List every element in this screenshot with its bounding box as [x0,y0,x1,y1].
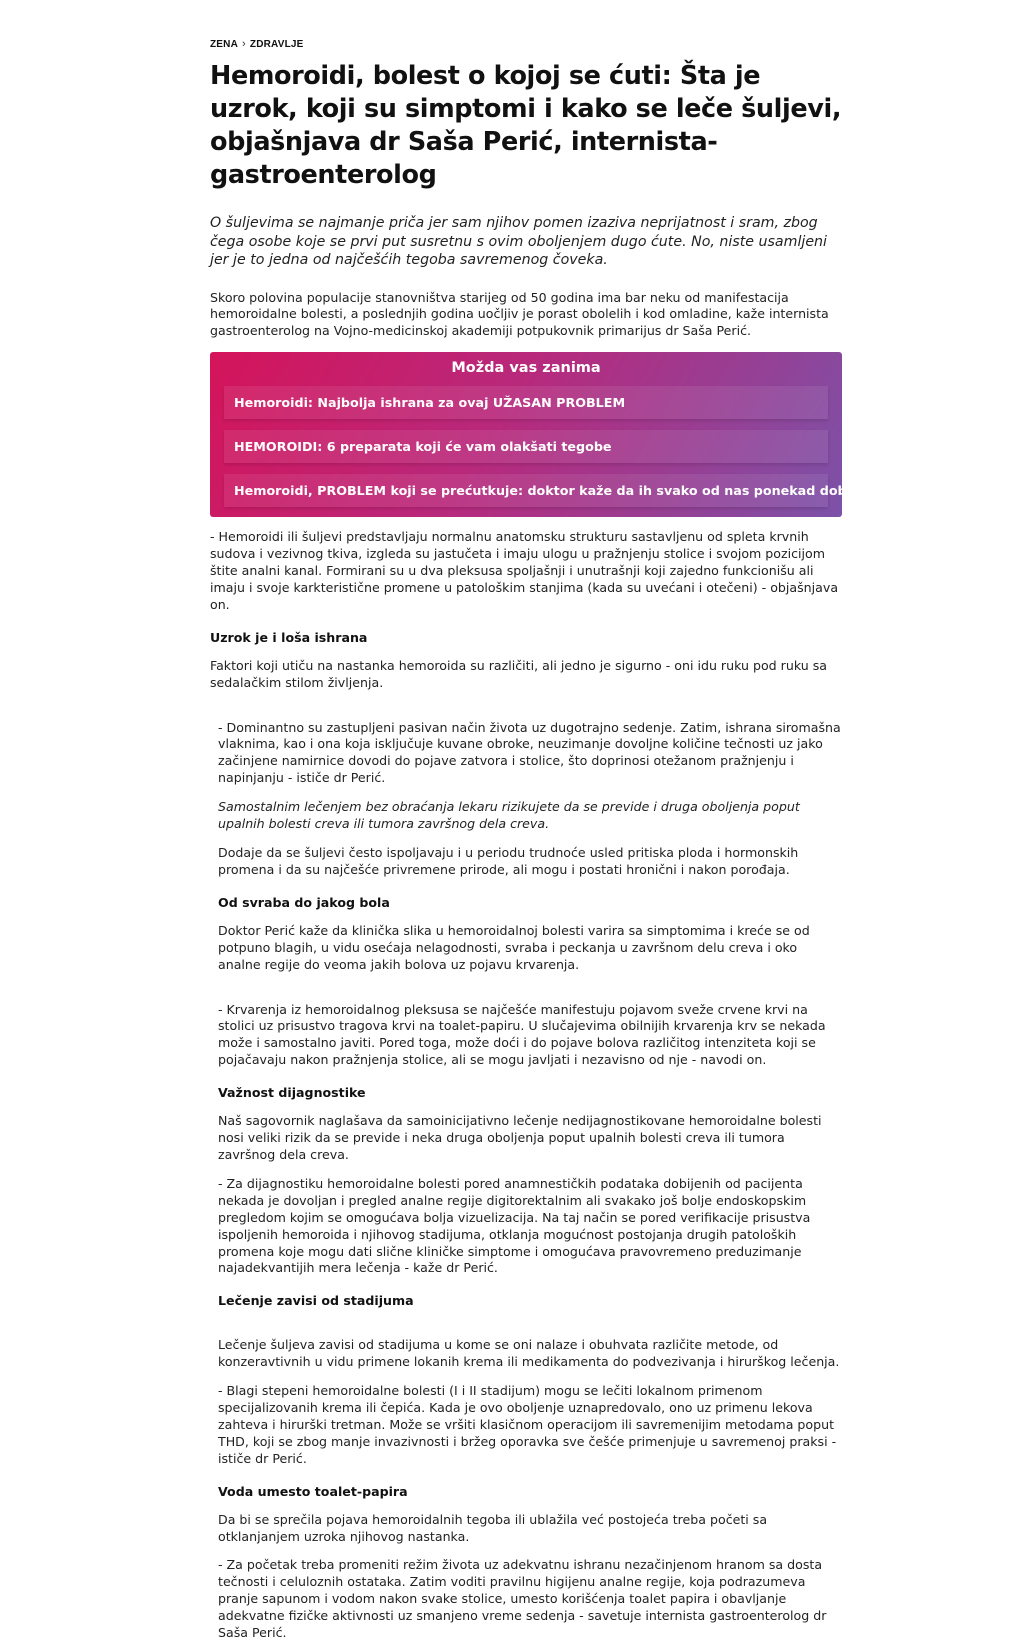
article [210,38,864,1642]
subheading-pain: Od svraba do jakog bola [218,894,390,910]
subheading-cause: Uzrok je i loša ishrana [210,629,368,645]
paragraph-factors: Faktori koji utiču na nastanka hemoroida su različiti, ali jedno je sigurno - oni idu ruku pod ruku sa sedalačkim stilom življenja. [210,657,827,690]
paragraph-definition: - Hemoroidi ili šuljevi predstavljaju normalnu anatomsku strukturu sastavljenu od spleta krvnih sudova i vezivnog tkiva, izgleda su jastučeta i imaju ulogu u pražnjenju stolice i svojom pozicijom štite analni kanal. Formirani su u dva pleksusa spoljašnji i unutrašnji koji zajedno funkcionišu ali imaju i svoje karkteristične promene u patološkim stanjima (kada su uvećani i otečeni) - objašnjava on. [210,529,839,612]
breadcrumb-category[interactable]: ZDRAVLJE [249,38,304,50]
article-lead: O šuljevima se najmanje priča jer sam njihov pomen izaziva neprijatnost i sram, zbog čega osobe koje se prvi put susretnu s ovim oboljenjem dugo ćute. No, niste usamljeni jer je to jedna od najčešćih tegoba savremenog čoveka. [210,215,827,268]
article-title: Hemoroidi, bolest o kojoj se ćuti: Šta je uzrok, koji su simptomi i kako se leče šuljevi, objašnjava dr Saša Perić, internista-gastroenterolog [210,61,842,190]
subheading-diagnostics: Važnost dijagnostike [218,1085,366,1101]
breadcrumb [210,38,842,50]
paragraph-lifestyle: - Za početak treba promeniti režim života uz adekvatnu ishranu nezačinjenom hranom sa dosta tečnosti i celuloznih ostataka. Zatim voditi pravilnu higijenu analne regije, koja podrazumeva pranje sapunom i vodom nakon svake stolice, umesto korišćenja toalet papira i obavljanje adekvatne fizičke aktivnosti uz smanjeno vreme sedenja - savetuje internista gastroenterolog dr Saša Perić. [218,1557,827,1641]
related-article-link[interactable]: Hemoroidi, PROBLEM koji se prećutkuje: doktor kaže da ih svako od nas ponekad dobije [224,474,828,507]
paragraph-pregnancy: Dodaje da se šuljevi često ispoljavaju i u periodu trudnoće usled pritiska ploda i hormonskih promena i da su najčešće privremene prirode, ali mogu i postati hronični i nakon porođaja. [218,845,799,877]
related-articles-title: Možda vas zanima [451,360,601,377]
related-article-link[interactable]: HEMOROIDI: 6 preparata koji će vam olakšati tegobe [224,430,828,463]
paragraph-prevention: Da bi se sprečila pojava hemoroidalnih tegoba ili ublažila već postojeća treba početi sa otklanjanjem uzroka njihovog nastanka. [218,1511,768,1544]
paragraph-clinical: Doktor Perić kaže da klinička slika u hemoroidalnoj bolesti varira sa simptomima i kreće se od potpuno blagih, u vidu osećaja nelagodnosti, svraba i peckanja u završnom delu creva i oko analne regije do veoma jakih bolova uz pojavu krvarenja. [218,922,810,972]
paragraph-stages: - Blagi stepeni hemoroidalne bolesti (I i II stadijum) mogu se lečiti lokalnom primenom specijalizovanih krema ili čepića. Kada je ovo oboljenje uznapredovalo, ono uz primenu lekova zahteva i hirurški tretman. Može se vršiti klasičnom operacijom ili savremenijim metodama poput THD, koji se zbog manje invazivnosti i bržeg oporavka sve češće primenjuje u savremenoj praksi - ističe dr Perić. [218,1383,837,1466]
paragraph-self-treatment: Samostalnim lečenjem bez obraćanja lekaru rizikujete da se previde i druga oboljenja poput upalnih bolesti creva ili tumora završnog dela creva. [218,799,800,832]
paragraph-diagnostics: - Za dijagnostiku hemoroidalne bolesti pored anamnestičkih podataka dobijenih od pacijenta nekada je dovoljan i pregled analne regije digitorektalnim ali svakako još bolje endoskopskim pregledom kojim se omogućava bolja vizuelizacija. Na taj način se pored verifikacije prisustva ispoljenih hemoroida i njihovog stadijuma, otklanja mogućnost postojanja drugih patoloških promena koje mogu dati slične kliničke simptome i omogućava pravovremeno preduzimanje najadekvantijih mera lečenja - kaže dr Perić. [218,1175,811,1276]
paragraph-risk: Naš sagovornik naglašava da samoinicijativno lečenje nedijagnostikovane hemoroidalne bolesti nosi veliki rizik da se previde i neka druga oboljenja poput upalnih bolesti creva ili tumora završnog dela creva. [218,1113,822,1162]
subheading-treatment: Lečenje zavisi od stadijuma [218,1293,414,1309]
related-article-link[interactable]: Hemoroidi: Najbolja ishrana za ovaj UŽASAN PROBLEM [224,386,828,419]
paragraph-dominant: - Dominantno su zastupljeni pasivan način života uz dugotrajno sedenje. Zatim, ishrana siromašna vlaknima, kao i ona koja isključuje kuvane obroke, neuzimanje dovoljne količine tečnosti uz jako začinjene namirnice dovodi do pojave zatvora i stolice, što doprinosi otežanom pražnjenju i napinjanju - ističe dr Perić. [218,719,841,786]
quote-section-1 [210,720,842,1642]
article-intro: Skoro polovina populacije stanovništva starijeg od 50 godina ima bar neku od manifestacija hemoroidalne bolesti, a poslednjih godina uočljiv je porast obolelih i kod omladine, kaže internista gastroenterolog na Vojno-medicinskoj akademiji potpukovnik primarijus dr Saša Perić. [210,289,829,339]
chevron-right-icon: › [242,38,246,50]
subheading-water: Voda umesto toalet-papira [218,1483,408,1499]
related-articles-box [210,352,864,517]
paragraph-treatment: Lečenje šuljeva zavisi od stadijuma u kome se oni nalaze i obuhvata različite metode, od konzeravtivnih u vidu primene lokanih krema ili medikamenta do podvezivanja i hirurškog lečenja. [218,1337,840,1370]
paragraph-bleeding: - Krvarenja iz hemoroidalnog pleksusa se najčešće manifestuju pojavom sveže crvene krvi na stolici uz prisustvo tragova krvi na toalet-papiru. U slučajevima obilnijih krvarenja krv se nekada može i samostalno javiti. Pored toga, može doći i do pojave bolova različitog intenziteta koji se pojačavaju nakon pražnjenja stolice, ali se mogu javljati i nezavisno od nje - navodi on. [218,1001,826,1068]
breadcrumb-section[interactable]: ZENA [210,38,239,50]
